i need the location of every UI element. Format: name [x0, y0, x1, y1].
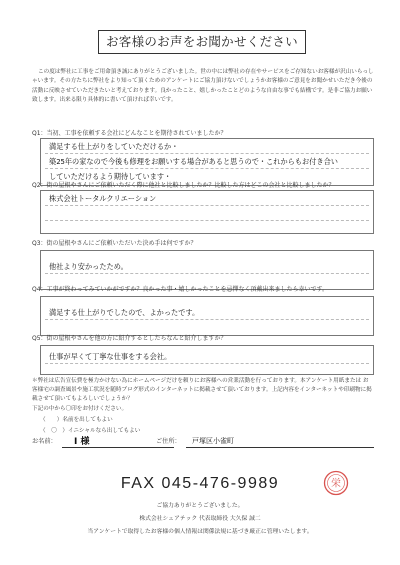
company-seal-stamp	[323, 470, 349, 496]
answer-rule	[45, 153, 369, 154]
name-field[interactable]: I 様	[74, 437, 90, 447]
question-5-answer-line-1: 仕事が早くて丁寧な仕事をする会社。	[49, 352, 172, 361]
publication-consent-note: ＊弊社は広告宣伝費を極力かけない為にホームページだけを頼りにお客様への営業活動を行っております。本アンケート用紙または お客様宅の調査風景や施工状況を随時ブログ形式のインターネットに掲載させて頂いております。上記内容をインターネットや印刷物に掲載させて頂いてもよろしいでしょうか？	[32, 378, 372, 403]
option-full-name[interactable]: （ ）名前を出してもよい	[40, 417, 113, 423]
answer-rule	[45, 273, 369, 274]
question-4-answer-line-1: 満足する仕上がりでしたので、よかったです。	[49, 308, 200, 317]
page-title: お客様のお声をお聞かせください	[98, 30, 306, 54]
question-1-answer-line-2: 築25年の家なので今後も修理をお願いする場合があると思うので・これからもお付き合い	[49, 157, 338, 166]
address-underline	[186, 447, 374, 448]
question-5-answer-box[interactable]	[40, 345, 374, 375]
options-instruction: 下記の中から〇印をお付けください。	[32, 406, 128, 412]
seal-glyph: 栄	[331, 478, 341, 490]
option-initials[interactable]: （ 〇 ）イニシャルなら出してもよい	[40, 428, 141, 434]
answer-rule	[45, 205, 369, 206]
closing-thanks: ご協力ありがとうございました。	[156, 503, 244, 509]
answer-rule	[45, 168, 369, 169]
question-3-label: Q3：街の屋根やさんにご依頼いただいた決め手は何ですか？	[32, 240, 197, 247]
question-1-label: Q1：当初、工事を依頼する会社にどんなことを期待されていましたか？	[32, 130, 227, 137]
question-2-label: Q2：街の屋根やさんにご依頼いただく際に他社と比較しましたか？比較した方はどこの会社と比較しましたか？	[32, 182, 335, 189]
company-signature: 株式会社シェアテック 代表取締役 大久保 誠二	[139, 516, 261, 522]
privacy-notice: 当アンケートで取得したお客様の個人情報は関係法規に基づき厳正に管理いたします。	[87, 529, 313, 535]
fax-number: FAX 045-476-9989	[120, 475, 280, 492]
intro-text: この度は弊社に工事をご用命頂き誠にありがとうございました。世の中には弊社の存在やサービスをご存知ないお客様が沢山いらっしゃいます。その方たちに弊社をより知って頂くためのアンケートにご協力頂けないでしょうかお客様のご意見をお聞かせいただき今後の活動に反映させていただきたいと考えております。良かったこと、嬉しかったことどのような自由な事でも結構です。是非ご協力お願い致します。出来る限り具体的に書いて頂ければ幸いです。	[32, 69, 374, 104]
question-4-answer-box[interactable]	[40, 296, 374, 336]
question-5-label: Q5：街の屋根やさんを他の方に紹介するとしたらなんと紹介しますか？	[32, 335, 227, 342]
name-underline	[62, 447, 174, 448]
question-2-answer-line-1: 株式会社トータルクリエーション	[49, 194, 157, 203]
address-field[interactable]: 戸塚区小雀町	[192, 437, 234, 445]
question-1-answer-line-1: 満足する仕上がりをしていただけるか・	[49, 142, 179, 151]
answer-rule	[45, 319, 369, 320]
name-address-row	[32, 430, 374, 454]
address-label: ご住所：	[156, 438, 181, 445]
answer-rule	[45, 220, 369, 221]
question-1-answer-box[interactable]	[40, 138, 374, 186]
intro-paragraph	[32, 68, 374, 106]
question-2-answer-box[interactable]	[40, 190, 374, 234]
question-1-answer-line-3: していただけるよう期待しています・	[49, 172, 172, 181]
name-label: お名前：	[32, 438, 57, 445]
question-3-answer-line-1: 他社より安かったため。	[49, 262, 128, 271]
answer-rule	[45, 363, 369, 364]
question-4-label: Q4：工事が終わってみていかがですか？良かった事・嬉しかったことを忌憚なく頂戴出来ましたら幸いです。	[32, 286, 329, 293]
